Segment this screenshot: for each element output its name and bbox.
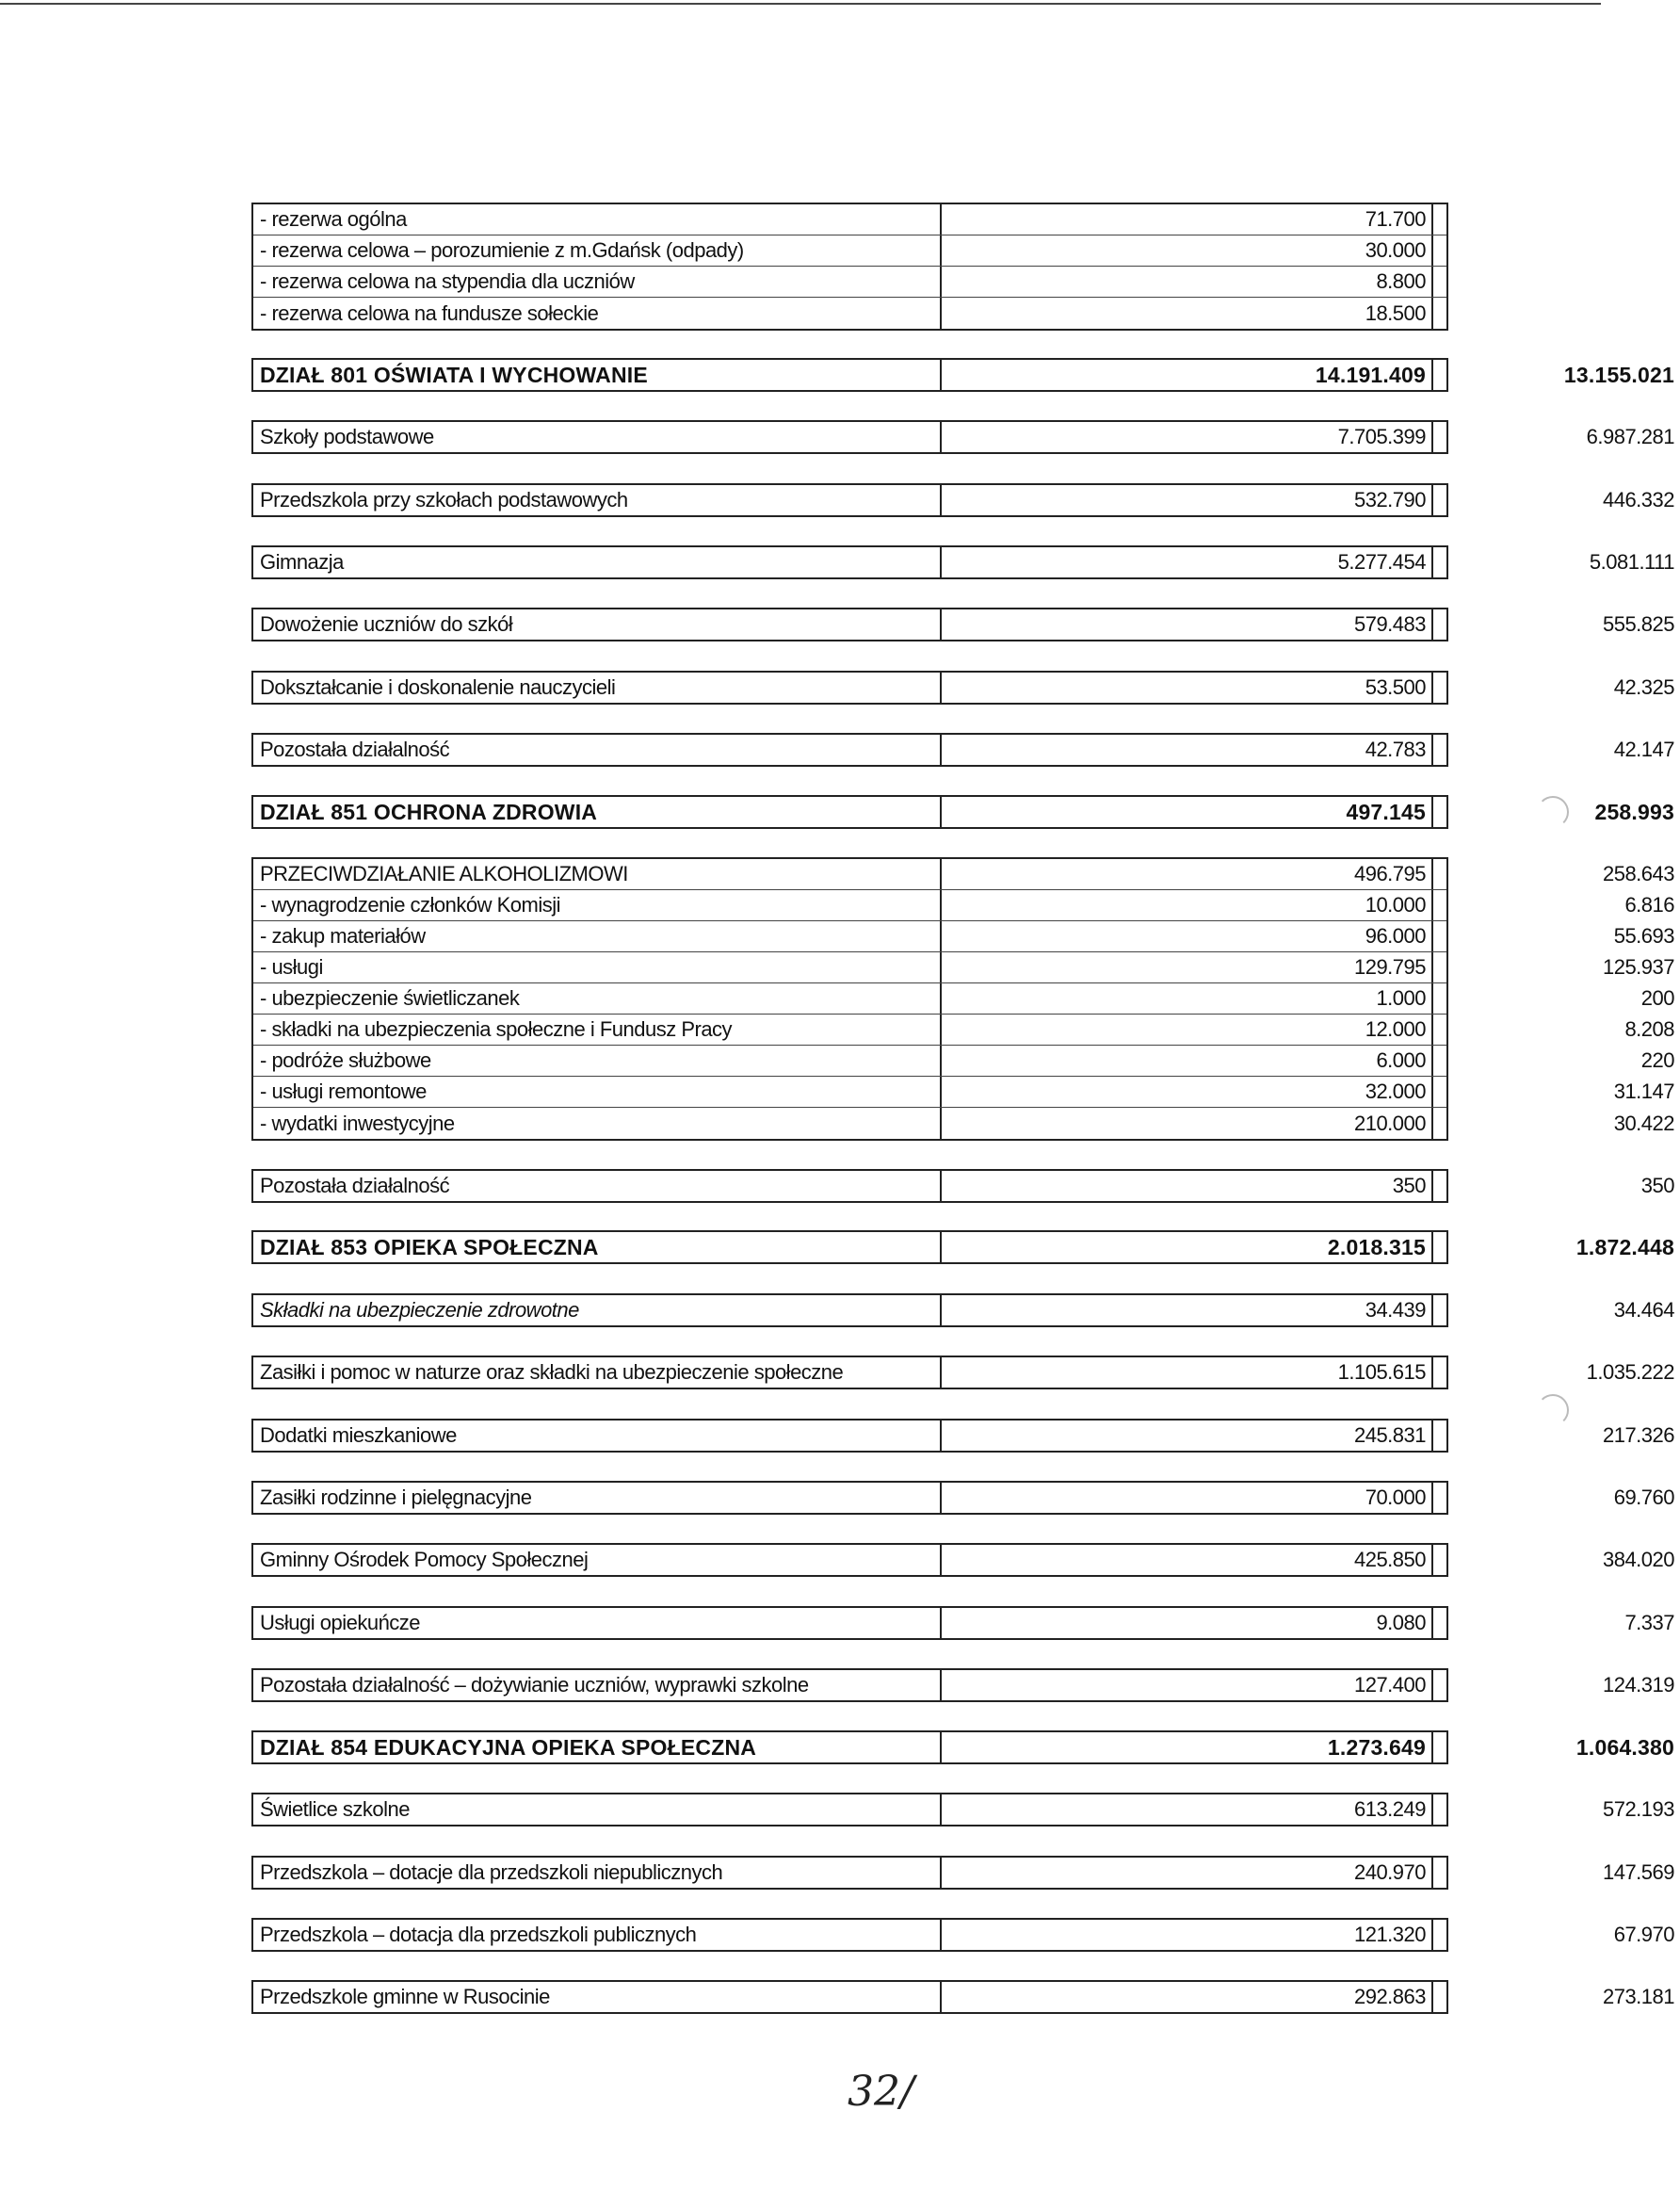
table-row — [253, 952, 1674, 983]
table-row — [253, 1545, 1674, 1575]
table-group-alcohol-prevention — [251, 857, 1674, 1141]
row-value-plan: 127.400 — [942, 1670, 1433, 1700]
table-row — [253, 1046, 1674, 1077]
row-value-plan: 32.000 — [942, 1077, 1433, 1107]
row-value-plan: 96.000 — [942, 921, 1433, 951]
row-label: - rezerwa ogólna — [253, 204, 942, 235]
table-group-row — [251, 545, 1674, 579]
table-row — [253, 1015, 1674, 1046]
table-row — [253, 1608, 1674, 1638]
row-value-plan: 613.249 — [942, 1794, 1433, 1825]
table-group-row — [251, 671, 1674, 705]
table-row — [253, 859, 1674, 890]
table-row — [253, 1483, 1674, 1513]
row-label: Przedszkola przy szkołach podstawowych — [253, 485, 942, 515]
row-value-exec: 220 — [1640, 1048, 1674, 1072]
row-value-plan: 8.800 — [942, 267, 1433, 297]
table-group-row — [251, 420, 1674, 454]
row-label: - usługi — [253, 952, 942, 982]
row-label: Pozostała działalność — [253, 735, 942, 765]
row-label: - rezerwa celowa na fundusze sołeckie — [253, 298, 942, 329]
row-value-exec: 55.693 — [1613, 924, 1674, 948]
table-row — [253, 547, 1674, 577]
row-value-exec: 8.208 — [1624, 1017, 1674, 1041]
table-row — [253, 360, 1674, 390]
row-label: DZIAŁ 853 OPIEKA SPOŁECZNA — [253, 1232, 942, 1262]
row-label: - zakup materiałów — [253, 921, 942, 951]
row-label: PRZECIWDZIAŁANIE ALKOHOLIZMOWI — [253, 859, 942, 889]
table-group-row — [251, 608, 1674, 641]
row-value-plan: 245.831 — [942, 1421, 1433, 1451]
row-value-exec: 555.825 — [1602, 612, 1674, 636]
row-value-plan: 7.705.399 — [942, 422, 1433, 452]
punch-hole-mark — [1537, 796, 1569, 828]
row-value-exec — [1433, 267, 1680, 297]
row-value-plan: 1.105.615 — [942, 1357, 1433, 1388]
section-heading-dzial-851 — [251, 795, 1674, 829]
row-label: Szkoły podstawowe — [253, 422, 942, 452]
row-label: - usługi remontowe — [253, 1077, 942, 1107]
row-value-plan: 240.970 — [942, 1858, 1433, 1888]
table-row — [253, 1670, 1674, 1700]
row-value-plan: 10.000 — [942, 890, 1433, 920]
row-value-plan: 425.850 — [942, 1545, 1433, 1575]
row-label: DZIAŁ 854 EDUKACYJNA OPIEKA SPOŁECZNA — [253, 1732, 942, 1762]
row-value-plan: 532.790 — [942, 485, 1433, 515]
row-value-plan: 1.000 — [942, 983, 1433, 1014]
row-label: Świetlice szkolne — [253, 1794, 942, 1825]
row-label: Usługi opiekuńcze — [253, 1608, 942, 1638]
row-value-exec: 42.325 — [1613, 675, 1674, 699]
row-value-exec: 5.081.111 — [1589, 550, 1674, 574]
table-row — [253, 890, 1674, 921]
top-scan-line — [0, 3, 1601, 5]
table-row — [253, 204, 1446, 235]
table-row — [253, 983, 1674, 1015]
row-label: Przedszkole gminne w Rusocinie — [253, 1982, 942, 2012]
table-row — [253, 921, 1674, 952]
table-group-row — [251, 483, 1674, 517]
row-value-exec: 30.422 — [1613, 1111, 1674, 1135]
row-value-plan: 496.795 — [942, 859, 1433, 889]
row-value-exec: 273.181 — [1602, 1985, 1674, 2008]
table-row — [253, 1295, 1674, 1325]
row-label: - podróże służbowe — [253, 1046, 942, 1076]
row-value-exec: 34.464 — [1613, 1298, 1674, 1322]
row-label: Dokształcanie i doskonalenie nauczycieli — [253, 673, 942, 703]
table-group-row — [251, 1668, 1674, 1702]
row-value-exec — [1433, 298, 1680, 329]
row-value-plan: 42.783 — [942, 735, 1433, 765]
table-row — [253, 298, 1446, 329]
row-label: - wydatki inwestycyjne — [253, 1108, 942, 1139]
section-heading-dzial-853 — [251, 1230, 1674, 1264]
table-row — [253, 1858, 1674, 1888]
row-value-exec: 6.816 — [1624, 893, 1674, 917]
row-label: Przedszkola – dotacja dla przedszkoli publicznych — [253, 1920, 942, 1950]
row-value-exec: 1.064.380 — [1575, 1734, 1674, 1760]
row-value-plan: 14.191.409 — [942, 360, 1433, 390]
row-label: Zasiłki rodzinne i pielęgnacyjne — [253, 1483, 942, 1513]
row-value-exec: 7.337 — [1624, 1611, 1674, 1634]
row-value-exec: 572.193 — [1602, 1797, 1674, 1821]
row-label: - składki na ubezpieczenia społeczne i Fundusz Pracy — [253, 1015, 942, 1045]
page-number: 32/ — [848, 2068, 914, 2116]
section-heading-dzial-801 — [251, 358, 1674, 392]
row-value-exec: 258.993 — [1594, 799, 1674, 824]
row-label: Zasiłki i pomoc w naturze oraz składki na ubezpieczenie społeczne — [253, 1357, 942, 1388]
row-label: DZIAŁ 851 OCHRONA ZDROWIA — [253, 797, 942, 827]
row-value-plan: 350 — [942, 1171, 1433, 1201]
row-value-exec: 217.326 — [1602, 1423, 1674, 1447]
table-row — [253, 1794, 1674, 1825]
row-value-plan: 497.145 — [942, 797, 1433, 827]
row-value-exec: 258.643 — [1602, 862, 1674, 885]
row-value-plan: 12.000 — [942, 1015, 1433, 1045]
table-group-row — [251, 1169, 1674, 1203]
table-group-row — [251, 733, 1674, 767]
row-value-exec: 384.020 — [1602, 1548, 1674, 1571]
table-row — [253, 797, 1674, 827]
row-value-plan: 70.000 — [942, 1483, 1433, 1513]
table-group-row — [251, 1481, 1674, 1515]
row-value-plan: 121.320 — [942, 1920, 1433, 1950]
table-row — [253, 235, 1446, 267]
table-row — [253, 1920, 1674, 1950]
table-row — [253, 267, 1446, 298]
row-value-plan: 34.439 — [942, 1295, 1433, 1325]
row-value-plan: 9.080 — [942, 1608, 1433, 1638]
row-label: - ubezpieczenie świetliczanek — [253, 983, 942, 1014]
row-value-exec: 446.332 — [1602, 488, 1674, 511]
row-value-exec — [1433, 235, 1680, 266]
row-label: - rezerwa celowa – porozumienie z m.Gdańsk (odpady) — [253, 235, 942, 266]
table-group-row — [251, 1980, 1674, 2014]
row-value-exec: 147.569 — [1602, 1860, 1674, 1884]
row-label: Gminny Ośrodek Pomocy Społecznej — [253, 1545, 942, 1575]
row-value-plan: 71.700 — [942, 204, 1433, 235]
table-row — [253, 1232, 1674, 1262]
row-label: Składki na ubezpieczenie zdrowotne — [253, 1295, 942, 1325]
row-value-exec: 350 — [1640, 1174, 1674, 1197]
row-label: - rezerwa celowa na stypendia dla uczniów — [253, 267, 942, 297]
row-label: Dodatki mieszkaniowe — [253, 1421, 942, 1451]
table-group-row — [251, 1606, 1674, 1640]
row-label: Gimnazja — [253, 547, 942, 577]
table-group-row — [251, 1293, 1674, 1327]
table-row — [253, 422, 1674, 452]
row-value-exec: 31.147 — [1613, 1080, 1674, 1103]
row-value-exec: 42.147 — [1613, 738, 1674, 761]
table-group-row — [251, 1419, 1674, 1453]
row-value-exec: 1.035.222 — [1586, 1360, 1674, 1384]
row-value-plan: 6.000 — [942, 1046, 1433, 1076]
table-row — [253, 735, 1674, 765]
table-group-row — [251, 1918, 1674, 1952]
row-label: Pozostała działalność – dożywianie uczniów, wyprawki szkolne — [253, 1670, 942, 1700]
row-label: - wynagrodzenie członków Komisji — [253, 890, 942, 920]
table-row — [253, 1982, 1674, 2012]
row-value-plan: 5.277.454 — [942, 547, 1433, 577]
row-value-exec — [1433, 204, 1680, 235]
section-heading-dzial-854 — [251, 1730, 1674, 1764]
row-value-plan: 1.273.649 — [942, 1732, 1433, 1762]
table-row — [253, 1732, 1674, 1762]
table-group-row — [251, 1543, 1674, 1577]
table-group-row — [251, 1793, 1674, 1826]
row-value-exec: 6.987.281 — [1586, 425, 1674, 448]
table-row — [253, 1357, 1674, 1388]
row-value-exec: 124.319 — [1602, 1673, 1674, 1697]
table-group-row — [251, 1356, 1674, 1389]
row-value-plan: 579.483 — [942, 609, 1433, 640]
row-label: Przedszkola – dotacje dla przedszkoli niepublicznych — [253, 1858, 942, 1888]
row-value-exec: 125.937 — [1602, 955, 1674, 979]
row-value-exec: 67.970 — [1613, 1923, 1674, 1946]
row-label: DZIAŁ 801 OŚWIATA I WYCHOWANIE — [253, 360, 942, 390]
row-value-plan: 210.000 — [942, 1108, 1433, 1139]
row-value-exec: 1.872.448 — [1575, 1234, 1674, 1259]
table-row — [253, 1171, 1674, 1201]
row-label: Dowożenie uczniów do szkół — [253, 609, 942, 640]
row-value-plan: 129.795 — [942, 952, 1433, 982]
table-row — [253, 485, 1674, 515]
row-value-exec: 200 — [1640, 986, 1674, 1010]
row-value-plan: 30.000 — [942, 235, 1433, 266]
table-row — [253, 1108, 1674, 1139]
row-value-plan: 53.500 — [942, 673, 1433, 703]
row-value-plan: 18.500 — [942, 298, 1433, 329]
table-group-row — [251, 1856, 1674, 1890]
punch-hole-mark — [1537, 1394, 1569, 1426]
row-label: Pozostała działalność — [253, 1171, 942, 1201]
table-row — [253, 1421, 1674, 1451]
table-row — [253, 673, 1674, 703]
table-group-reserves — [251, 203, 1448, 331]
row-value-plan: 292.863 — [942, 1982, 1433, 2012]
table-row — [253, 1077, 1674, 1108]
table-row — [253, 609, 1674, 640]
row-value-exec: 69.760 — [1613, 1486, 1674, 1509]
row-value-plan: 2.018.315 — [942, 1232, 1433, 1262]
row-value-exec: 13.155.021 — [1563, 362, 1674, 387]
